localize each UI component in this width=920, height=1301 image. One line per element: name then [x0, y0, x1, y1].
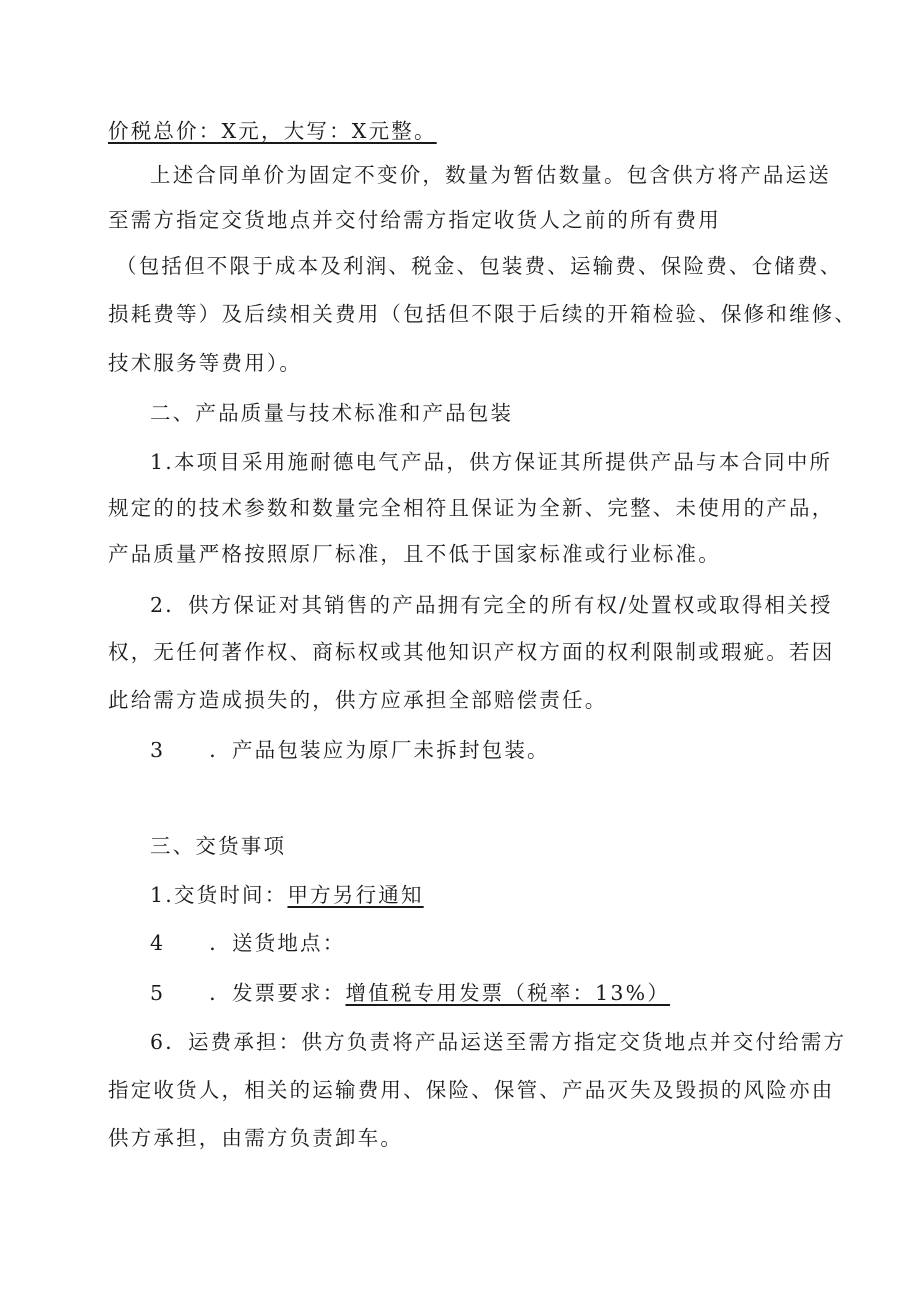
list-item-delivery-time [150, 881, 424, 909]
paragraph-line: 技术服务等费用）。 [108, 351, 303, 375]
total-price-line [108, 117, 437, 145]
paragraph-line: 供方承担，由需方负责卸车。 [108, 1126, 404, 1150]
paragraph-line: （包括但不限于成本及利润、税金、包装费、运输费、保险费、仓储费、 [116, 254, 843, 278]
invoice-value: 增值税专用发票（税率：13%） [345, 981, 671, 1005]
paragraph-line: 权，无任何著作权、商标权或其他知识产权方面的权利限制或瑕疵。若因 [108, 640, 835, 664]
section-heading-quality: 二、产品质量与技术标准和产品包装 [150, 401, 514, 425]
list-item-delivery-place [150, 929, 345, 957]
paragraph-line: 此给需方造成损失的，供方应承担全部赔偿责任。 [108, 688, 608, 712]
list-label: 1.交货时间： [150, 883, 288, 907]
section-heading-delivery: 三、交货事项 [150, 834, 287, 858]
list-text: ．送货地点： [209, 931, 346, 955]
paragraph-line: 至需方指定交货地点并交付给需方指定收货人之前的所有费用 [108, 208, 721, 232]
paragraph-line: 2．供方保证对其销售的产品拥有完全的所有权/处置权或取得相关授 [150, 593, 833, 617]
list-text: ．发票要求： [209, 981, 346, 1005]
list-text: ．产品包装应为原厂未拆封包装。 [209, 738, 550, 762]
paragraph-line: 损耗费等）及后续相关费用（包括但不限于后续的开箱检验、保修和维修、 [108, 302, 858, 326]
delivery-time-value: 甲方另行通知 [287, 883, 424, 907]
total-price-text: 价税总价：X元，大写：X元整。 [108, 119, 437, 143]
list-number: 5 [150, 981, 166, 1005]
paragraph-line: 1.本项目采用施耐德电气产品，供方保证其所提供产品与本合同中所 [150, 450, 833, 474]
paragraph-line: 6．运费承担：供方负责将产品运送至需方指定交货地点并交付给需方 [150, 1030, 847, 1054]
list-item-invoice [150, 979, 670, 1007]
list-number: 4 [150, 931, 166, 955]
list-number: 3 [150, 738, 166, 762]
list-item-packaging [150, 736, 550, 764]
paragraph-line: 指定收货人，相关的运输费用、保险、保管、产品灭失及毁损的风险亦由 [108, 1078, 835, 1102]
paragraph-line: 规定的的技术参数和数量完全相符且保证为全新、完整、未使用的产品， [108, 496, 835, 520]
paragraph-line: 产品质量严格按照原厂标准，且不低于国家标准或行业标准。 [108, 542, 721, 566]
paragraph-line: 上述合同单价为固定不变价，数量为暂估数量。包含供方将产品运送 [150, 163, 831, 187]
